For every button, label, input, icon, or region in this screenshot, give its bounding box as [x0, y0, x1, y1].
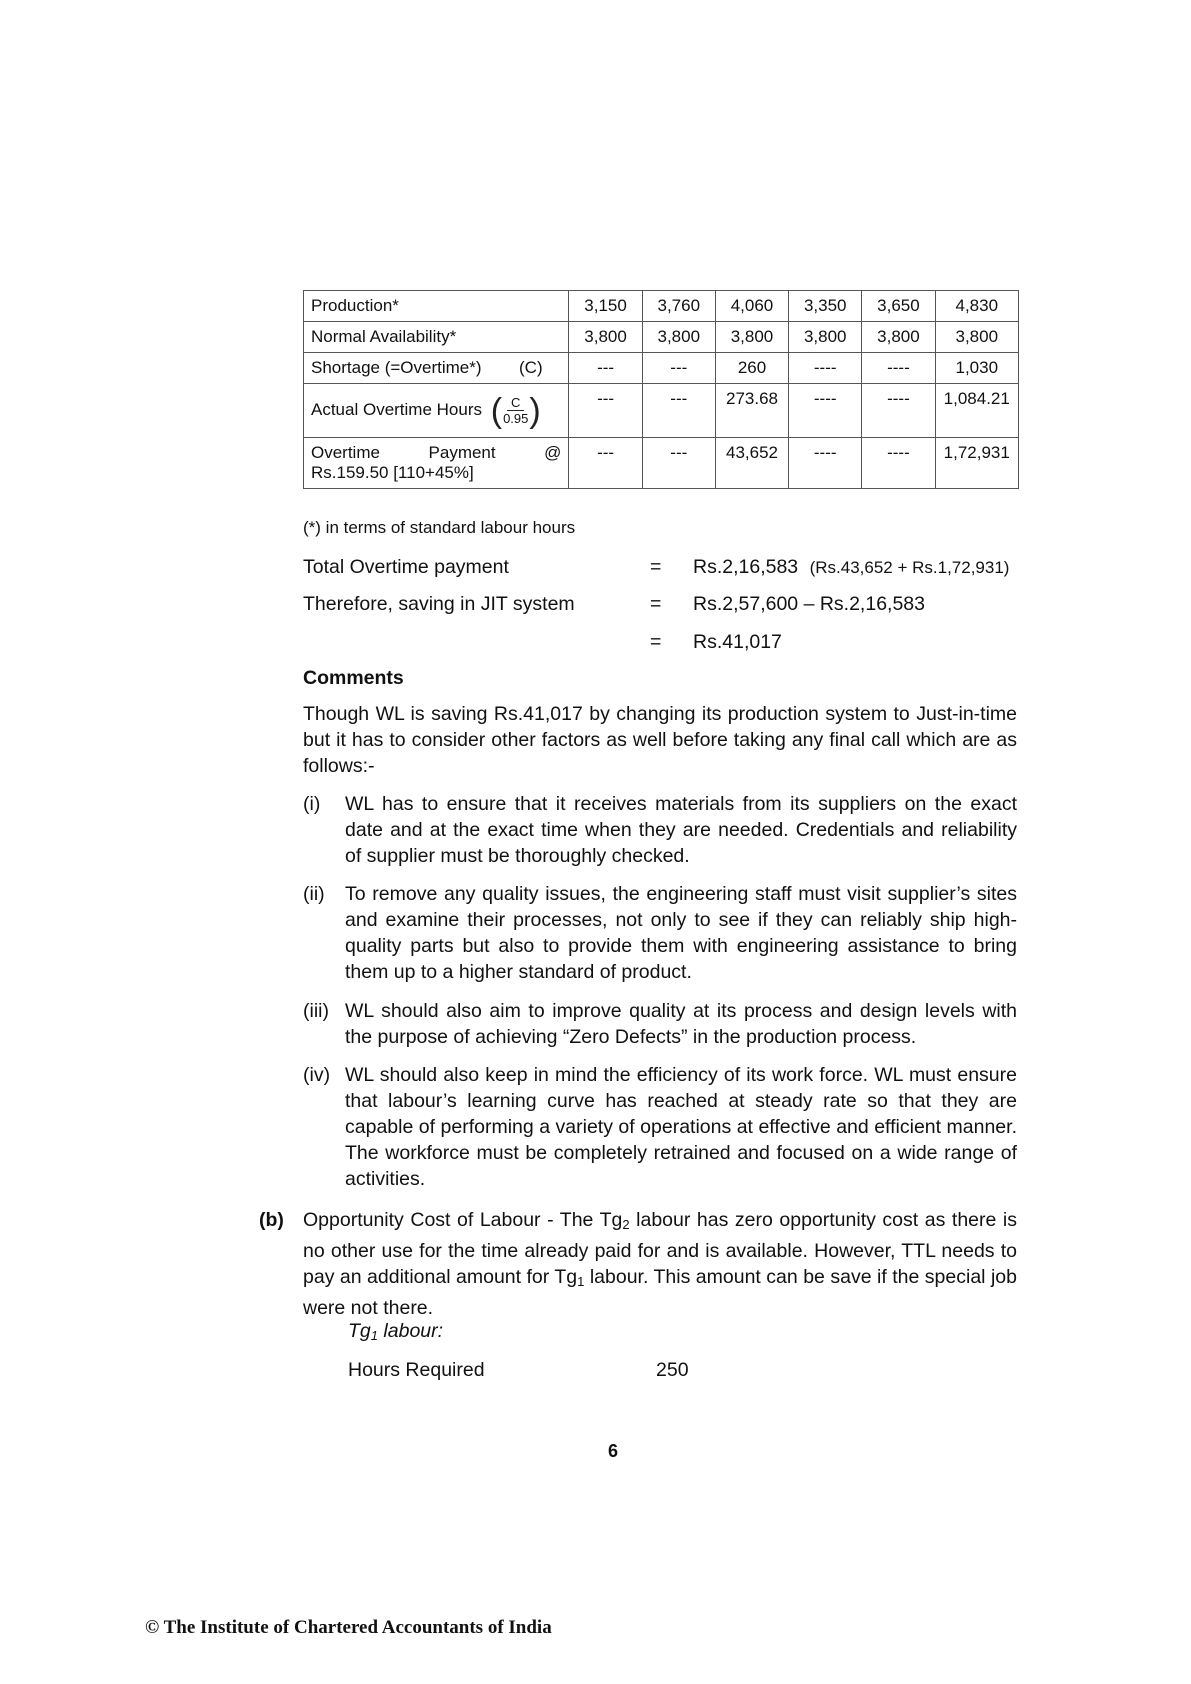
- cell: 3,650: [862, 291, 935, 322]
- cell: ----: [789, 353, 862, 384]
- item-text: To remove any quality issues, the engineering staff must visit supplier’s sites and examine their processes, not only to see if they can reliably ship high-quality parts but also to provide them with engineering assistance to bring them up to a higher standard of product.: [345, 883, 1017, 983]
- subscript: 1: [370, 1328, 378, 1343]
- table-row: [304, 438, 1019, 489]
- table-row: [304, 353, 1019, 384]
- cell: ---: [642, 353, 715, 384]
- total-overtime-value: [693, 554, 1009, 581]
- table-note: (*) in terms of standard labour hours: [303, 518, 576, 537]
- part-b-text-2: labour has zero opportunity cost as there is no other use for the time already paid for and is available. However, TTL needs to pay an additional amount for Tg: [303, 1209, 1017, 1288]
- table-row: [304, 384, 1019, 438]
- cell: 3,800: [862, 322, 935, 353]
- cell: 3,150: [569, 291, 642, 322]
- item-text: WL should also keep in mind the efficiency of its work force. WL must ensure that labour’s learning curve has reached at steady rate so that they are capable of performing a variety of operations at effective and efficient manner. The workforce must be completely retrained and focused on a wide range of activities.: [345, 1064, 1017, 1190]
- equals-sign: =: [650, 631, 662, 653]
- fraction: ( $\frac{C}{0.95}$ ): [490, 391, 541, 430]
- saving-result: Rs.41,017: [693, 631, 782, 653]
- part-b-text-1: Opportunity Cost of Labour - The Tg: [303, 1209, 623, 1231]
- cell: 43,652: [715, 438, 788, 489]
- row-label: Overtime Payment @ Rs.159.50 [110+45%]: [304, 438, 569, 489]
- cell: ---: [642, 384, 715, 438]
- cell: ---: [642, 438, 715, 489]
- cell: ----: [789, 438, 862, 489]
- part-b-text: [303, 1207, 1017, 1321]
- hours-required-value: 250: [656, 1359, 689, 1381]
- row-label-text: Actual Overtime Hours: [311, 399, 482, 419]
- comments-intro: Though WL is saving Rs.41,017 by changing its production system to Just-in-time but it has to consider other factors as well before taking any final call which are as follows:-: [303, 703, 1017, 777]
- cell: ----: [862, 384, 935, 438]
- hours-required-label: Hours Required: [348, 1359, 485, 1381]
- saving-label: Therefore, saving in JIT system: [303, 593, 575, 615]
- cell: 1,72,931: [935, 438, 1018, 489]
- subscript: 2: [622, 1217, 630, 1232]
- item-label: (iv): [303, 1064, 331, 1086]
- fraction-numerator: C: [507, 395, 524, 411]
- item-label: (i): [303, 793, 321, 815]
- saving-value: Rs.2,57,600 – Rs.2,16,583: [693, 593, 925, 615]
- cell: ---: [569, 384, 642, 438]
- cell: 3,760: [642, 291, 715, 322]
- table-row: [304, 291, 1019, 322]
- part-b-label: (b): [259, 1209, 284, 1231]
- cell: 4,060: [715, 291, 788, 322]
- cell: 3,800: [715, 322, 788, 353]
- cell: ----: [862, 438, 935, 489]
- cell: 260: [715, 353, 788, 384]
- part-b-text-3: labour. This amount can be save if the special job were not there.: [303, 1266, 1017, 1319]
- cell: 4,830: [935, 291, 1018, 322]
- equals-sign: =: [650, 593, 662, 615]
- row-label-text: Shortage (=Overtime*): [311, 358, 482, 377]
- total-value: Rs.2,16,583: [693, 556, 799, 578]
- total-detail: (Rs.43,652 + Rs.1,72,931): [809, 558, 1010, 577]
- cell: 1,084.21: [935, 384, 1018, 438]
- item-text: WL has to ensure that it receives materials from its suppliers on the exact date and at the exact time when they are needed. Credentials and reliability of supplier must be thoroughly checked.: [345, 793, 1017, 867]
- cell: ----: [789, 384, 862, 438]
- equals-sign: =: [650, 556, 662, 578]
- cell: 3,800: [789, 322, 862, 353]
- tg1-prefix: Tg: [348, 1320, 371, 1342]
- row-label: [304, 384, 569, 438]
- cell: ----: [862, 353, 935, 384]
- row-label-suffix: (C): [519, 358, 543, 377]
- fraction-denominator: 0.95: [503, 411, 529, 426]
- item-text: WL should also aim to improve quality at its process and design levels with the purpose of achieving “Zero Defects” in the production process.: [345, 1000, 1017, 1048]
- cell: 3,800: [569, 322, 642, 353]
- overtime-table: [303, 290, 1019, 489]
- cell: ---: [569, 353, 642, 384]
- cell: 273.68: [715, 384, 788, 438]
- page-number: 6: [608, 1441, 619, 1461]
- footer-copyright: © The Institute of Chartered Accountants of India: [145, 1617, 552, 1638]
- cell: 3,800: [642, 322, 715, 353]
- comments-heading: Comments: [303, 667, 404, 689]
- subscript: 1: [577, 1274, 585, 1289]
- tg1-labour-heading: [348, 1318, 443, 1349]
- row-label: Normal Availability*: [304, 322, 569, 353]
- total-overtime-label: Total Overtime payment: [303, 556, 509, 578]
- tg1-suffix: labour:: [378, 1320, 444, 1342]
- item-label: (ii): [303, 883, 325, 905]
- cell: ---: [569, 438, 642, 489]
- cell: 3,800: [935, 322, 1018, 353]
- cell: 3,350: [789, 291, 862, 322]
- row-label: Production*: [304, 291, 569, 322]
- item-label: (iii): [303, 1000, 329, 1022]
- cell: 1,030: [935, 353, 1018, 384]
- table-row: [304, 322, 1019, 353]
- row-label: [304, 353, 569, 384]
